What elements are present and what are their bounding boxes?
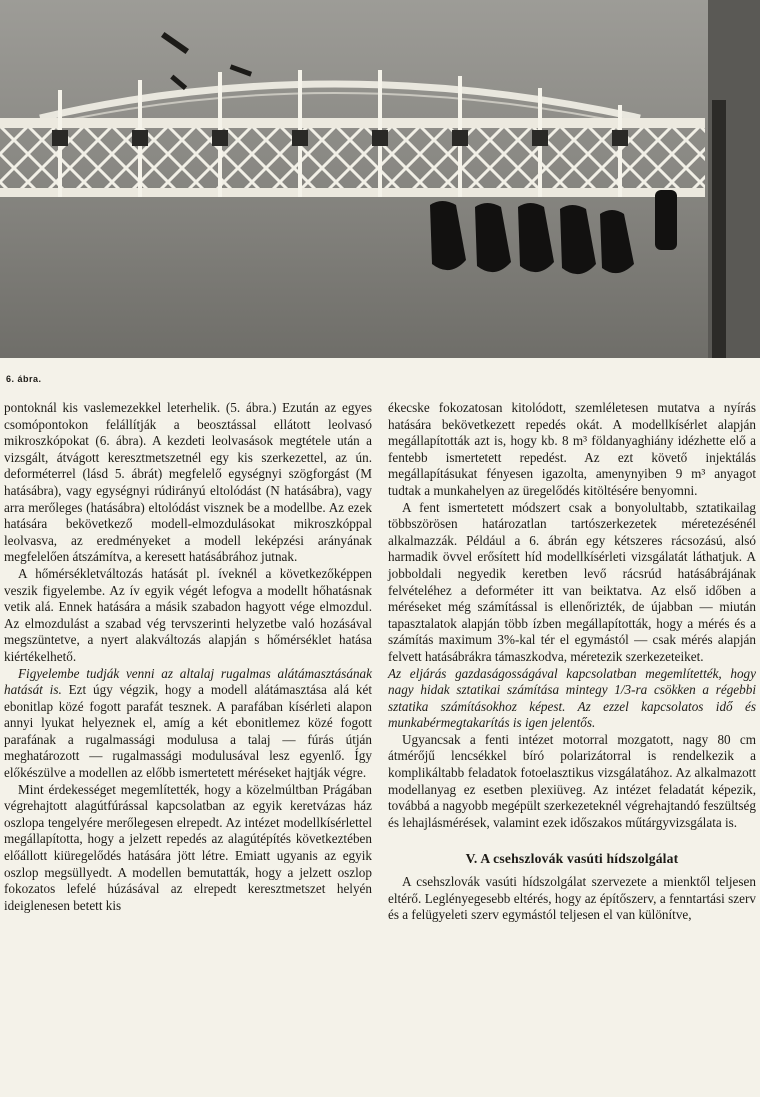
- left-paragraph-1: pontoknál kis vaslemezekkel leterhelik. (5. ábra.) Ezután az egyes csomópontokon felállítják a beosztással ellátott leolvasó mikroszkópokat (6. ábra). A kezdeti leolvasások megtétele után a vizsgált, átvágott keresztmetszetnél egy kis szerkezettel, az ún. deforméterrel (lásd 5. ábrát) megfelelő egységnyi szögforgást (M hatásábra), vagy egységnyi rúdirányú eltolódást (N hatásábra), vagy arra merőleges (hatásábra) eltolódást visznek be a modellbe. Az ezek hatására bekövetkező modell-elmozdulásokat mikroszkóppal leolvasva, az eredményeket a modell leképzési arányának megfelelően átszámítva, a keresett hatásábrához jutnak.: [4, 400, 372, 565]
- right-column: [388, 400, 756, 924]
- left-paragraph-3-italic: Figyelembe tudják venni az altalaj rugalmas alátámasztásának hatását is.: [4, 665, 372, 698]
- bridge-model-photo: [0, 0, 760, 358]
- right-paragraph-4: A csehszlovák vasúti hídszolgálat szervezete a mienktől teljesen eltérő. Leglényegesebb eltérés, hogy az építőszerv, a fenntartási szerv és a felügyeleti szerv egymástól teljesen el van különítve,: [388, 874, 756, 923]
- right-paragraph-1: ékecske fokozatosan kitolódott, szemléletesen mutatva a nyírás hatására bekövetkezett repedés okát. A modellkísérlet alapján megállapították azt is, hogy kb. 8 m³ földanyaghiány idézhette elő a fentebb ismertetett repedést. Az ezt követő injektálás megállapításukat fényesen igazolta, amenynyiben 9 m³ anyagot tudtak a munkahelyen az üregelődés kitöltésére benyomni.: [388, 400, 756, 498]
- right-paragraph-3: Ugyancsak a fenti intézet motorral mozgatott, nagy 80 cm átmérőjű lencsékkel bíró polarizátorral is rendelkezik a komplikáltabb feladatok fotoelasztikus vizsgálatához. Az alkalmazott modellanyag ez esetben plexiüveg. Az intézet feladatát képezik, továbbá a nagyobb megépült szerkezeteknél végrehajtandó feszültség és lehajlásmérések, valamint ezek időszakos műtárgyvizsgálata is.: [388, 731, 756, 830]
- figure-caption: 6. ábra.: [6, 374, 42, 384]
- section-heading: V. A csehszlovák vasúti hídszolgálat: [465, 851, 679, 867]
- left-paragraph-3: [4, 666, 372, 782]
- right-paragraph-2: A fent ismertetett módszert csak a bonyolultabb, sztatikailag többszörösen határozatlan tartószerkezetek méretezésénél alkalmazzák. Például a 6. ábrán egy kétszeres rácsozású, alsó harmadik övvel erősített híd modellkísérleti vizsgálatát láthatjuk. A jobboldali negyedik keretben levő rácsrúd hatásábrájának felvételéhez a deforméter itt van beiktatva. Az első időben a méréseket még számítással is ellenőrizték, de újabban — miután tapasztalatok alapján több ízben megállapították, hogy a mérés és a számítás maximum 3%-kal tér el egymástól — csak mérés alapján felvett hatásábrákra támaszkodva, méretezik szerkezeteiket.: [388, 499, 756, 664]
- left-paragraph-3-rest: Ezt úgy végzik, hogy a modell alátámasztása alá két ebonitlap közé fogott parafát tesznek. A parafában kísérleti alapon annyi lyukat helyeznek el, amíg a két ebonitlemez közé fogott parafának a rugalmassági modulusa a talaj — fúrás útján meghatározott — rugalmassági modulusával lesz egyenlő. Így előkészülve a modellen az előbb ismertetett méréseket hajtják végre.: [4, 682, 372, 781]
- bridge-model-illustration: [0, 0, 760, 358]
- left-column: [4, 400, 372, 914]
- left-paragraph-2: A hőmérsékletváltozás hatását pl. íveknél a következőképpen veszik figyelembe. Az ív egyik végét lefogva a modellt hőhatásnak vetik alá. Ennek hatására a másik szabadon hagyott vége elmozdul. Az elmozdulást a szabad vég tervszerinti helyzetbe való hozásával megszüntetve, a nyert alakváltozás alapján s hőmérséklet hatása kiértékelhető.: [4, 565, 372, 664]
- right-paragraph-2-italic: Az eljárás gazdaságosságával kapcsolatban megemlítették, hogy nagy hidak sztatikai számítása mintegy 1/3-ra csökken a régebbi sztatika számításokhoz képest. Az ezzel kapcsolatos idő és munkabérmegtakarítás is igen jelentős.: [388, 665, 756, 731]
- left-paragraph-4: Mint érdekességet megemlítették, hogy a közelmúltban Prágában végrehajtott alagútfúrással kapcsolatban az egyik keretvázas ház oszlopa tengelyére merőlegesen elrepedt. Az intézet modellkísérlettel megállapította, hogy a jelzett repedés az alagútépítés következtében előállott kiüregelődés hatására jött létre. Emiatt ugyanis az egyik oszlop megsüllyedt. A modellen bemutatták, hogy a jelzett oszlop fokozatos lefelé húzásával az elrepedt keresztmetszet helyén ideiglenesen betett kis: [4, 781, 372, 913]
